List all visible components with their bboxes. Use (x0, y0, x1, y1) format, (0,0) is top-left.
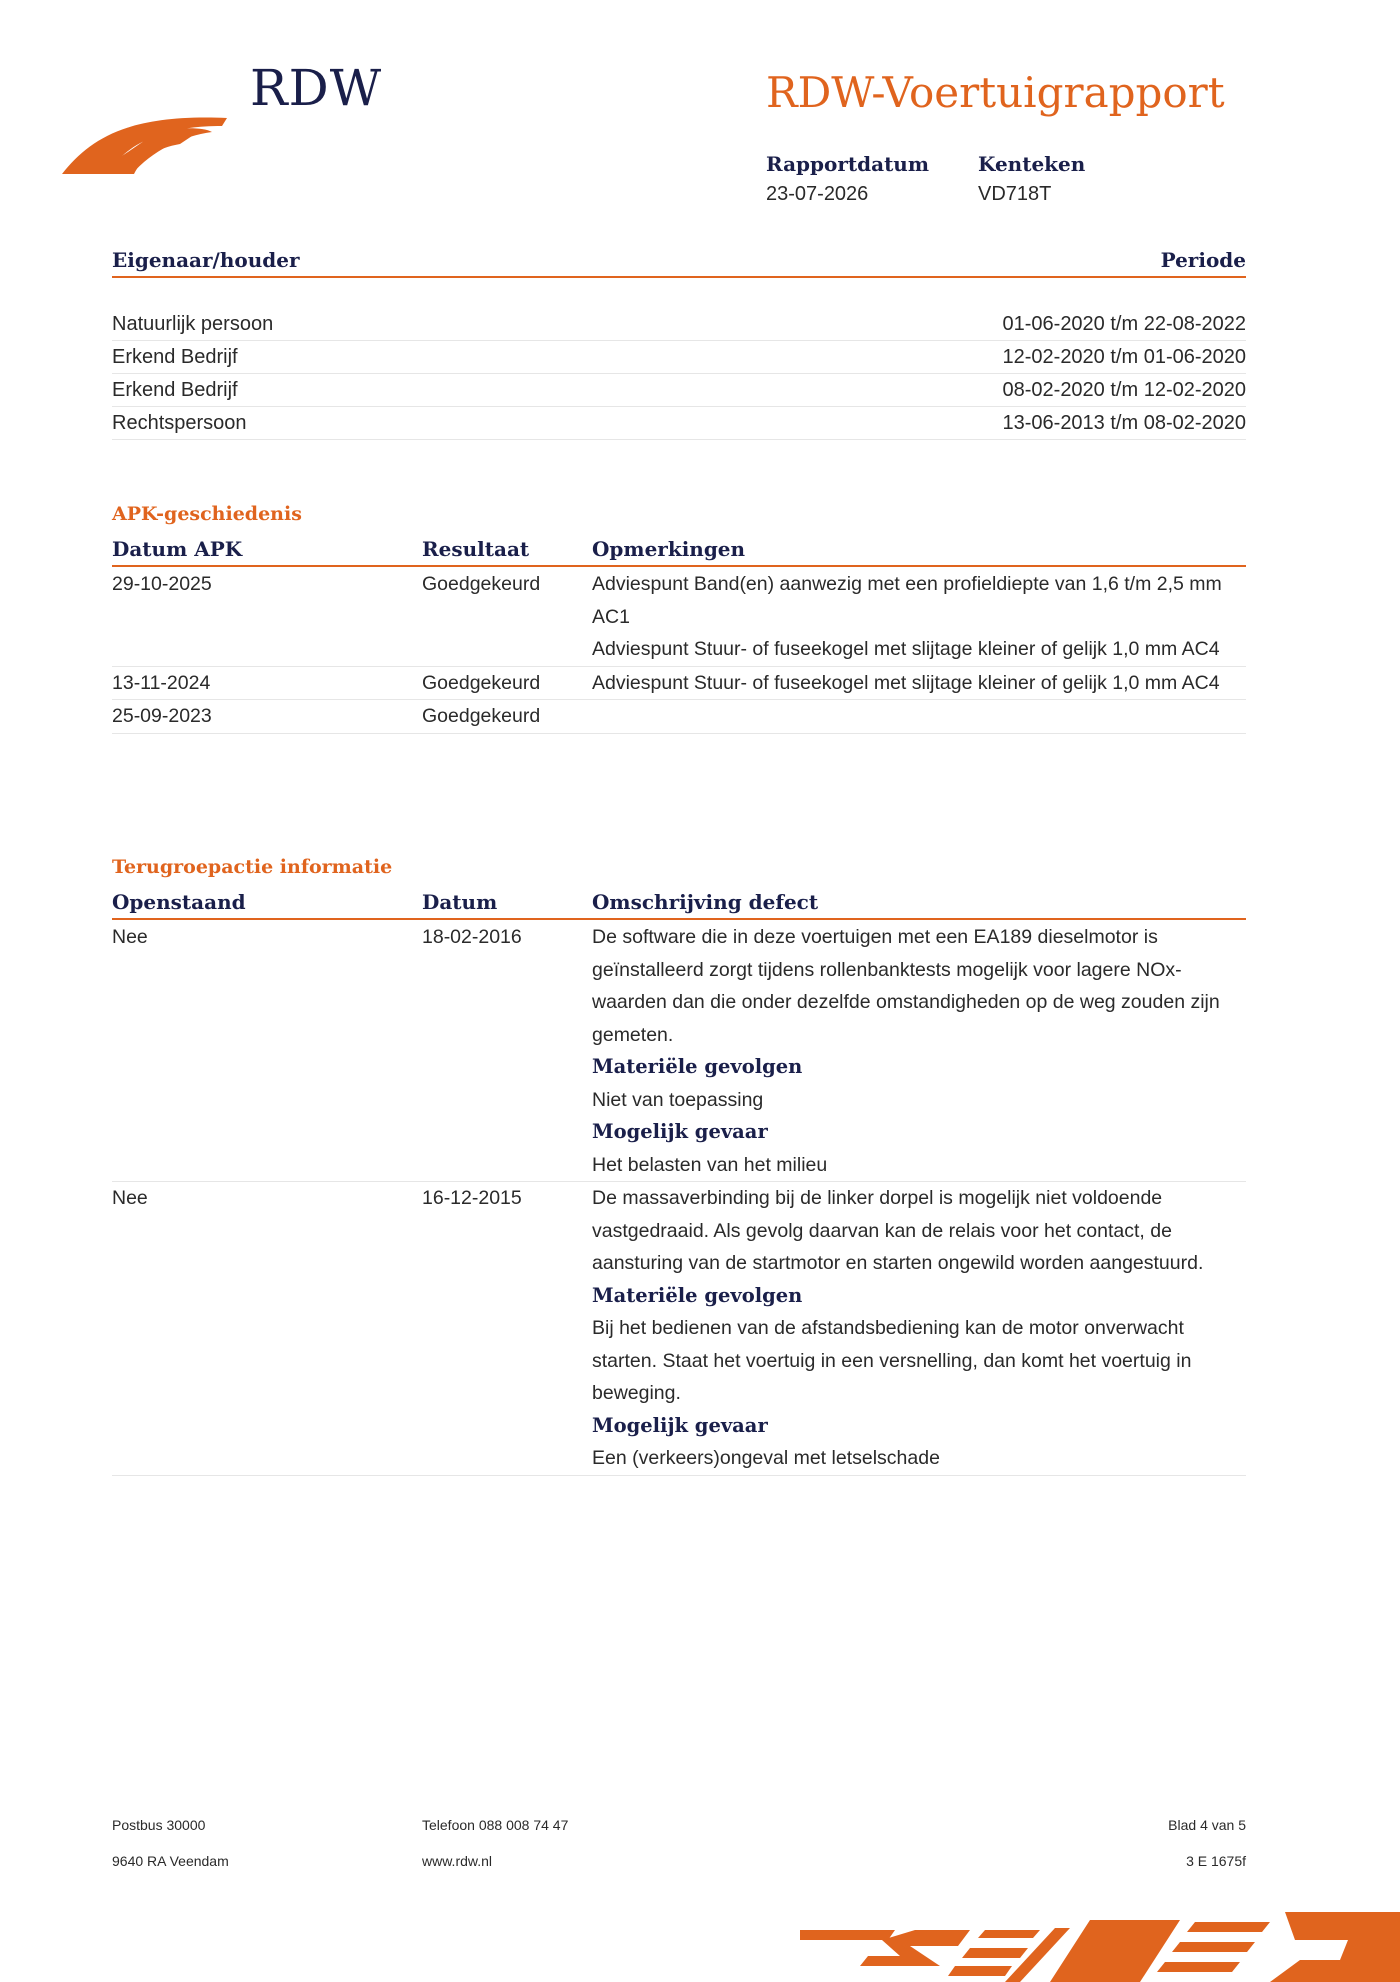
apk-date: 13-11-2024 (112, 671, 211, 694)
apk-remarks (592, 568, 1232, 666)
apk-table-body (112, 568, 1246, 734)
table-row (112, 309, 1246, 341)
recall-section-title: Terugroepactie informatie (112, 856, 393, 878)
period-header-label: Periode (1160, 248, 1246, 272)
danger-text: Het belasten van het milieu (592, 1153, 828, 1176)
report-date-value: 23-07-2026 (766, 183, 869, 205)
owner-type: Erkend Bedrijf (112, 379, 238, 401)
apk-date: 25-09-2023 (112, 705, 212, 727)
owner-table-body (112, 309, 1246, 441)
apk-section-title: APK-geschiedenis (112, 503, 302, 525)
table-row (112, 1182, 1246, 1476)
rdw-stripes-icon (800, 1900, 1400, 1982)
footer-address-line1: Postbus 30000 (112, 1817, 206, 1833)
apk-remarks (592, 700, 1232, 733)
danger-text: Een (verkeers)ongeval met letselschade (592, 1447, 940, 1469)
danger-label: Mogelijk gevaar (592, 1120, 768, 1143)
recall-open: Nee (112, 926, 148, 948)
recall-description: De massaverbinding bij de linker dorpel is mogelijk niet voldoende vastgedraaid. Als gevolg daarvan kan de relais voor het contact, de aansturing van de startmotor en starten ongewild worden aangestuurd. (592, 1187, 1204, 1274)
owner-period: 01-06-2020 t/m 22-08-2022 (1002, 313, 1246, 335)
owner-period: 12-02-2020 t/m 01-06-2020 (1002, 346, 1246, 368)
footer-website[interactable]: www.rdw.nl (422, 1853, 493, 1869)
owner-period: 13-06-2013 t/m 08-02-2020 (1002, 412, 1246, 434)
license-plate-label: Kenteken (978, 152, 1086, 176)
footer-document-code: 3 E 1675f (1186, 1853, 1246, 1869)
table-row (112, 342, 1246, 374)
recall-open: Nee (112, 1187, 148, 1209)
apk-table-header (112, 537, 1246, 567)
recall-date: 18-02-2016 (422, 926, 522, 948)
recall-table-header (112, 890, 1246, 920)
table-row (112, 700, 1246, 734)
table-row (112, 667, 1246, 701)
apk-date: 29-10-2025 (112, 573, 212, 595)
footer-phone: Telefoon 088 008 74 47 (422, 1817, 569, 1833)
report-date-label: Rapportdatum (766, 152, 930, 176)
table-row (112, 568, 1246, 667)
recall-table-body (112, 921, 1246, 1476)
rdw-logo-text: RDW (250, 59, 383, 117)
rdw-wing-icon (62, 96, 232, 176)
danger-label: Mogelijk gevaar (592, 1413, 768, 1437)
apk-remark (592, 700, 1232, 733)
rdw-logo (62, 58, 392, 178)
owner-period: 08-02-2020 t/m 12-02-2020 (1002, 379, 1246, 401)
consequences-text: Bij het bedienen van de afstandsbediening kan de motor onverwacht starten. Staat het voertuig in een versnelling, dan komt het voertuig in beweging. (592, 1317, 1192, 1404)
recall-details (592, 1182, 1232, 1475)
recall-open-header: Openstaand (112, 890, 246, 914)
consequences-text: Niet van toepassing (592, 1088, 764, 1111)
consequences-label: Materiële gevolgen (592, 1055, 803, 1078)
table-row (112, 375, 1246, 407)
owner-type: Natuurlijk persoon (112, 313, 274, 335)
consequences-label: Materiële gevolgen (592, 1283, 803, 1307)
owner-type: Erkend Bedrijf (112, 346, 238, 368)
apk-remarks-header: Opmerkingen (592, 537, 746, 561)
report-title: RDW-Voertuigrapport (766, 68, 1225, 117)
license-plate-value: VD718T (978, 183, 1052, 205)
apk-result: Goedgekeurd (422, 705, 541, 727)
apk-remark: Adviespunt Band(en) aanwezig met een profieldiepte van 1,6 t/m 2,5 mm AC1 (592, 573, 1222, 628)
owner-table-header (112, 248, 1246, 278)
recall-description-header: Omschrijving defect (592, 890, 819, 914)
table-row (112, 408, 1246, 440)
apk-result-header: Resultaat (422, 537, 530, 561)
apk-remark: Adviespunt Stuur- of fuseekogel met slijtage kleiner of gelijk 1,0 mm AC4 (592, 671, 1220, 694)
apk-result: Goedgekeurd (422, 671, 541, 694)
table-row (112, 921, 1246, 1182)
apk-remark: Adviespunt Stuur- of fuseekogel met slijtage kleiner of gelijk 1,0 mm AC4 (592, 638, 1220, 660)
owner-type: Rechtspersoon (112, 412, 247, 434)
apk-remarks (592, 667, 1232, 700)
recall-description: De software die in deze voertuigen met een EA189 dieselmotor is geïnstalleerd zorgt tijdens rollenbanktests mogelijk voor lagere NOx-waarden dan die onder dezelfde omstandigheden op de weg zouden zijn gemeten. (592, 926, 1220, 1046)
apk-date-header: Datum APK (112, 537, 243, 561)
apk-result: Goedgekeurd (422, 573, 541, 595)
owner-header-label: Eigenaar/houder (112, 248, 300, 272)
recall-date-header: Datum (422, 890, 498, 914)
footer-page-number: Blad 4 van 5 (1168, 1817, 1246, 1833)
footer-address-line2: 9640 RA Veendam (112, 1853, 229, 1869)
recall-date: 16-12-2015 (422, 1187, 522, 1209)
recall-details (592, 921, 1232, 1181)
